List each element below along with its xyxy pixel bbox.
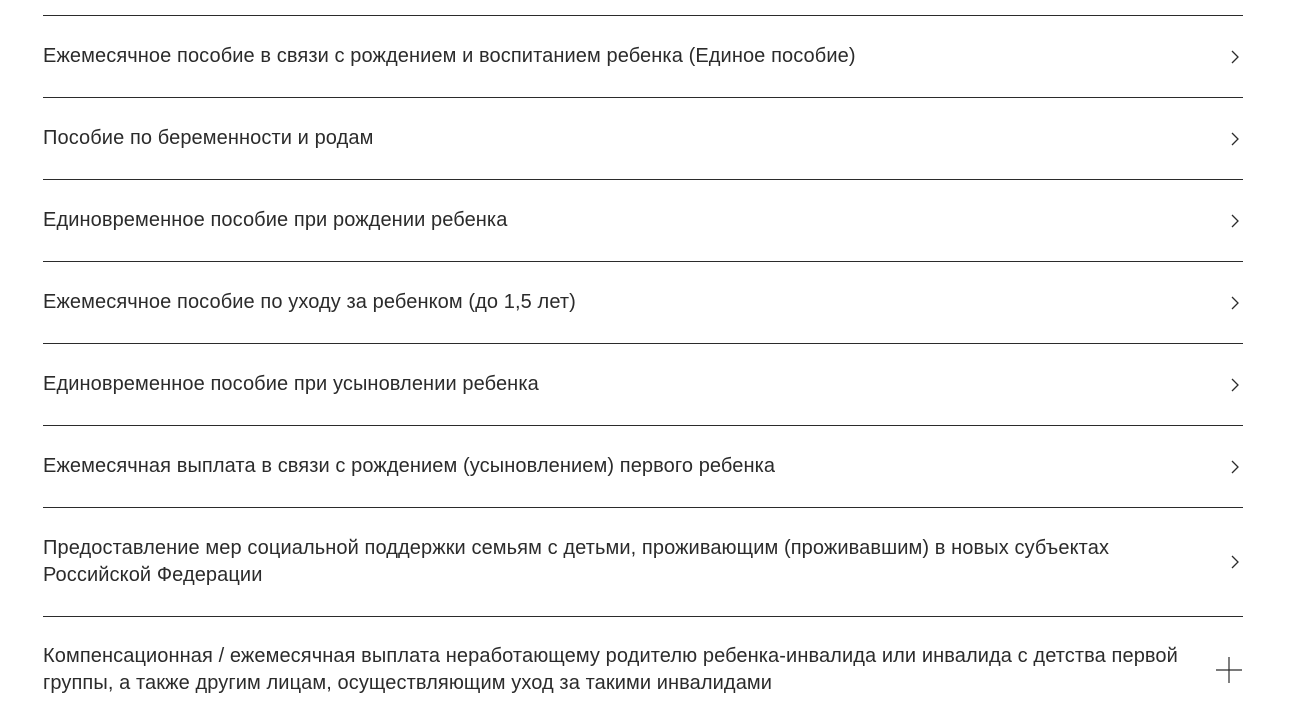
list-item-label: Компенсационная / ежемесячная выплата неработающему родителю ребенка-инвалида или инвалида с детства первой группы, а также другим лицам, осуществляющим уход за такими инвалидами: [43, 645, 1178, 694]
list-item[interactable]: [43, 180, 1243, 262]
list-item-label: Единовременное пособие при рождении ребенка: [43, 209, 508, 231]
list-item-label: Ежемесячное пособие в связи с рождением и воспитанием ребенка (Единое пособие): [43, 45, 856, 67]
list-item[interactable]: [43, 426, 1243, 508]
chevron-right-icon: [1227, 49, 1243, 65]
list-item[interactable]: [43, 344, 1243, 426]
list-item-label: Предоставление мер социальной поддержки семьям с детьми, проживающим (проживавшим) в новых субъектах Российской Федерации: [43, 537, 1110, 586]
list-item[interactable]: [43, 98, 1243, 180]
list-item-label: Ежемесячная выплата в связи с рождением (усыновлением) первого ребенка: [43, 455, 776, 477]
chevron-right-icon: [1227, 295, 1243, 311]
chevron-right-icon: [1227, 213, 1243, 229]
list-item-label: Пособие по беременности и родам: [43, 127, 374, 149]
list-item[interactable]: [43, 617, 1243, 723]
list-item[interactable]: [43, 262, 1243, 344]
plus-icon[interactable]: [1215, 656, 1243, 684]
list-item[interactable]: [43, 16, 1243, 98]
list-item[interactable]: [43, 508, 1243, 617]
chevron-right-icon: [1227, 377, 1243, 393]
list-item-label: Единовременное пособие при усыновлении ребенка: [43, 373, 539, 395]
chevron-right-icon: [1227, 459, 1243, 475]
chevron-right-icon: [1227, 131, 1243, 147]
benefits-list: [43, 15, 1243, 723]
chevron-right-icon: [1227, 554, 1243, 570]
list-item-label: Ежемесячное пособие по уходу за ребенком (до 1,5 лет): [43, 291, 576, 313]
